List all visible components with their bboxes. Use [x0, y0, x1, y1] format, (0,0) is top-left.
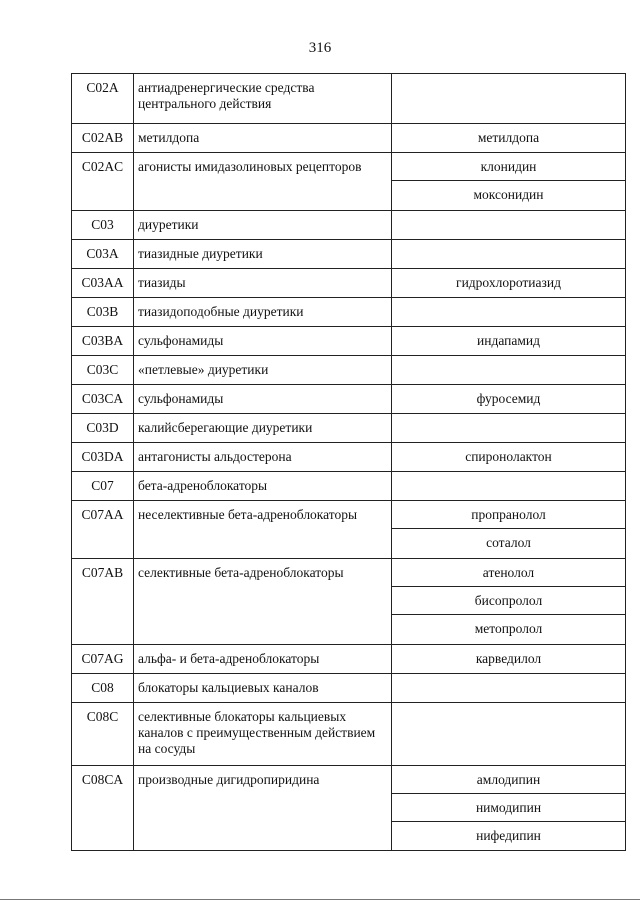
drug-name: [392, 211, 625, 239]
drug-list: [392, 472, 625, 500]
table-row: [72, 766, 626, 851]
atc-code-cell: C03DA: [72, 443, 134, 472]
atc-code-cell: C03C: [72, 356, 134, 385]
drug-name: [392, 414, 625, 442]
drug-name: [392, 74, 625, 102]
group-name-cell: антагонисты альдостерона: [134, 443, 392, 472]
table-row: [72, 240, 626, 269]
group-name-cell: «петлевые» диуретики: [134, 356, 392, 385]
drug-list-cell: [392, 211, 626, 240]
atc-code-cell: C07AB: [72, 559, 134, 645]
table-row: [72, 74, 626, 124]
table-row: [72, 674, 626, 703]
drug-name: соталол: [486, 535, 531, 550]
drug-name: спиронолактон: [465, 449, 552, 464]
drug-name: нимодипин: [392, 794, 625, 822]
drug-name: фуросемид: [476, 391, 541, 406]
table-row: [72, 298, 626, 327]
atc-code-cell: C02AC: [72, 153, 134, 211]
table-row: [72, 501, 626, 559]
drug-list: [392, 211, 625, 239]
drug-list: [392, 559, 625, 643]
atc-code-cell: C07AG: [72, 645, 134, 674]
drug-name: карведилол: [475, 651, 542, 666]
drug-list-cell: [392, 153, 626, 211]
drug-list: [392, 443, 625, 471]
drug-classification-table: [71, 73, 626, 851]
atc-code-cell: C03BA: [72, 327, 134, 356]
drug-list: [392, 674, 625, 702]
table-row: [72, 414, 626, 443]
drug-list-cell: [392, 327, 626, 356]
drug-name: моксонидин: [473, 187, 544, 202]
table-row: [72, 269, 626, 298]
group-name-cell: тиазидные диуретики: [134, 240, 392, 269]
table-row: [72, 645, 626, 674]
atc-code-cell: C02A: [72, 74, 134, 124]
drug-name: [392, 674, 625, 702]
drug-list-cell: [392, 124, 626, 153]
drug-list: [392, 501, 625, 557]
atc-code-cell: C08CA: [72, 766, 134, 851]
drug-list-cell: [392, 356, 626, 385]
atc-code-cell: C03B: [72, 298, 134, 327]
drug-name: индапамид: [477, 333, 540, 348]
atc-code-cell: C03CA: [72, 385, 134, 414]
drug-list: [392, 240, 625, 268]
table-row: [72, 211, 626, 240]
group-name-cell: сульфонамиды: [134, 327, 392, 356]
page-number: 316: [308, 40, 332, 56]
drug-list: [392, 414, 625, 442]
drug-name: бисопролол: [392, 587, 625, 615]
drug-list: [392, 766, 625, 850]
group-name-cell: бета-адреноблокаторы: [134, 472, 392, 501]
drug-name: [392, 298, 625, 326]
table-body: [72, 74, 626, 851]
drug-name: метопролол: [474, 621, 543, 636]
group-name-cell: тиазиды: [134, 269, 392, 298]
table-row: [72, 356, 626, 385]
drug-list-cell: [392, 766, 626, 851]
atc-code-cell: C07: [72, 472, 134, 501]
drug-list-cell: [392, 703, 626, 766]
drug-name: клонидин: [392, 153, 625, 181]
drug-name: гидрохлоротиазид: [456, 275, 561, 290]
atc-code-cell: C03: [72, 211, 134, 240]
drug-list-cell: [392, 385, 626, 414]
drug-list: [392, 356, 625, 384]
table-row: [72, 153, 626, 211]
atc-code-cell: C08C: [72, 703, 134, 766]
group-name-cell: сульфонамиды: [134, 385, 392, 414]
atc-code-cell: C03D: [72, 414, 134, 443]
drug-list: [392, 385, 625, 413]
drug-list-cell: [392, 443, 626, 472]
group-name-cell: неселективные бета-адреноблокаторы: [134, 501, 392, 559]
drug-list: [392, 153, 625, 209]
drug-list: [392, 327, 625, 355]
drug-name: [392, 240, 625, 268]
drug-name: нифедипин: [476, 828, 541, 843]
drug-list: [392, 645, 625, 673]
group-name-cell: антиадренергические средства центрального действия: [134, 74, 392, 124]
drug-name: метилдопа: [477, 130, 540, 145]
table-row: [72, 327, 626, 356]
atc-code-cell: C02AB: [72, 124, 134, 153]
drug-list-cell: [392, 298, 626, 327]
table-row: [72, 559, 626, 645]
drug-list: [392, 298, 625, 326]
drug-list-cell: [392, 472, 626, 501]
group-name-cell: производные дигидропиридина: [134, 766, 392, 851]
drug-list-cell: [392, 240, 626, 269]
drug-list-cell: [392, 559, 626, 645]
group-name-cell: альфа- и бета-адреноблокаторы: [134, 645, 392, 674]
drug-name: амлодипин: [392, 766, 625, 794]
drug-list: [392, 124, 625, 152]
atc-code-cell: C07AA: [72, 501, 134, 559]
group-name-cell: агонисты имидазолиновых рецепторов: [134, 153, 392, 211]
table-row: [72, 124, 626, 153]
group-name-cell: калийсберегающие диуретики: [134, 414, 392, 443]
drug-name: [392, 472, 625, 500]
drug-list-cell: [392, 645, 626, 674]
drug-list: [392, 74, 625, 102]
atc-code-cell: C03AA: [72, 269, 134, 298]
drug-list-cell: [392, 74, 626, 124]
group-name-cell: метилдопа: [134, 124, 392, 153]
drug-list-cell: [392, 269, 626, 298]
group-name-cell: селективные бета-адреноблокаторы: [134, 559, 392, 645]
drug-list-cell: [392, 414, 626, 443]
drug-list: [392, 269, 625, 297]
group-name-cell: блокаторы кальциевых каналов: [134, 674, 392, 703]
drug-list: [392, 703, 625, 731]
table-row: [72, 443, 626, 472]
page-bottom-rule: [0, 899, 640, 900]
group-name-cell: диуретики: [134, 211, 392, 240]
drug-name: [392, 703, 625, 731]
table-row: [72, 472, 626, 501]
drug-name: [392, 356, 625, 384]
table-row: [72, 385, 626, 414]
drug-name: атенолол: [392, 559, 625, 587]
group-name-cell: селективные блокаторы кальциевых каналов с преимущественным действием на сосуды: [134, 703, 392, 766]
drug-name: пропранолол: [392, 501, 625, 529]
drug-list-cell: [392, 501, 626, 559]
atc-code-cell: C08: [72, 674, 134, 703]
group-name-cell: тиазидоподобные диуретики: [134, 298, 392, 327]
table-row: [72, 703, 626, 766]
atc-code-cell: C03A: [72, 240, 134, 269]
drug-list-cell: [392, 674, 626, 703]
